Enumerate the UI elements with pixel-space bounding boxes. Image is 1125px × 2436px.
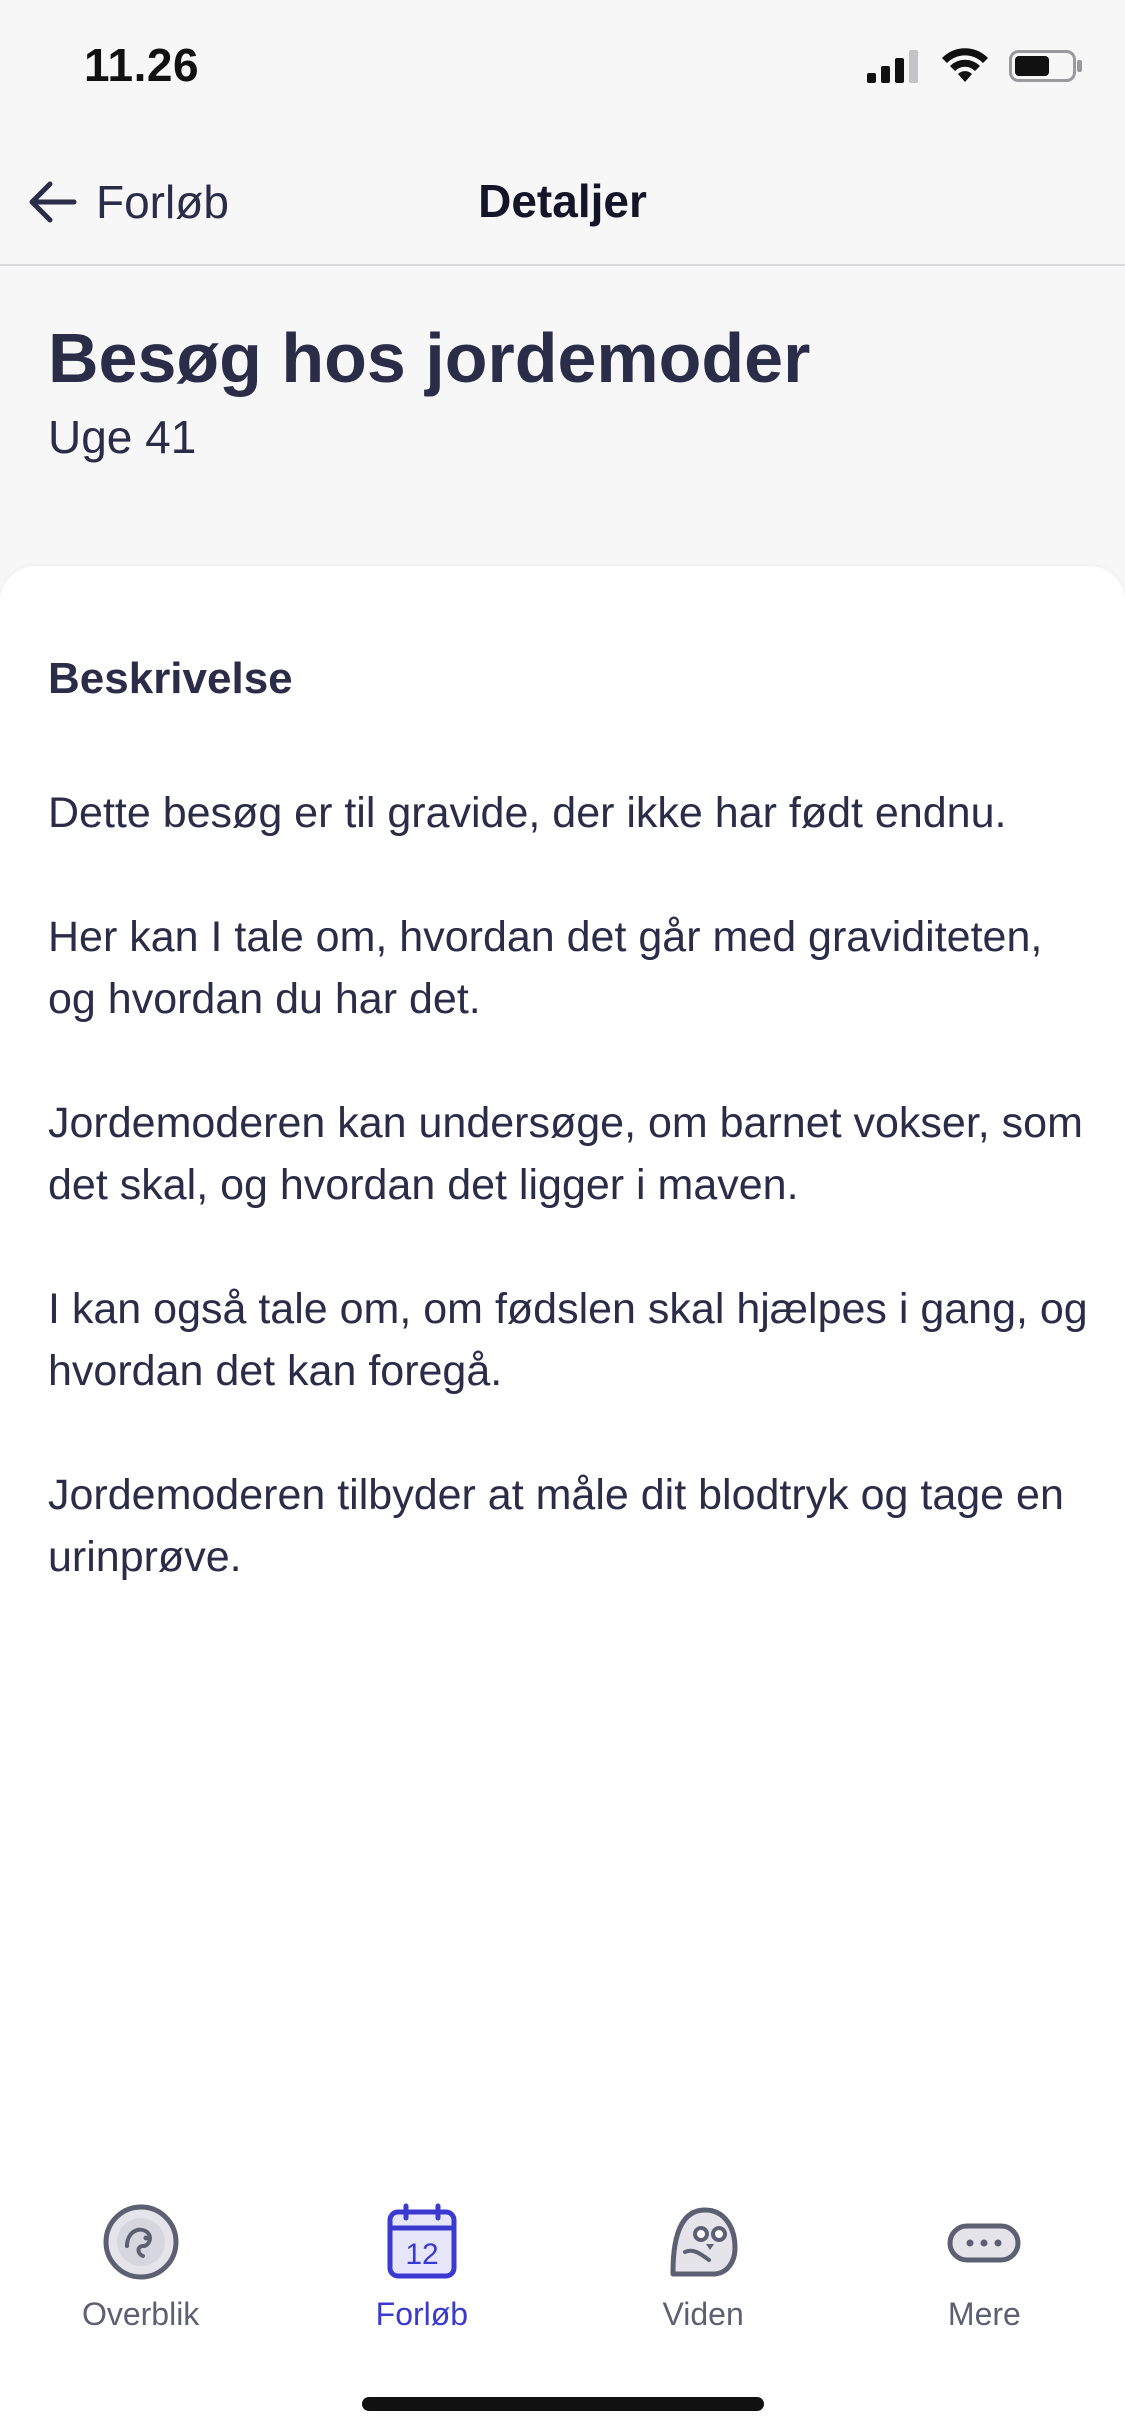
tab-viden[interactable] — [563, 2180, 844, 2350]
back-label: Forløb — [96, 176, 229, 228]
status-icons — [867, 48, 1085, 84]
tab-label: Overblik — [81, 2296, 200, 2332]
tab-label: Viden — [662, 2296, 744, 2332]
page-subtitle: Uge 41 — [48, 411, 197, 463]
home-indicator — [362, 2397, 764, 2411]
description-paragraph: I kan også tale om, om fødslen skal hjælpes i gang, og hvordan det kan foregå. — [48, 1285, 1088, 1395]
baby-overview-icon — [101, 2202, 181, 2282]
description-paragraph: Dette besøg er til gravide, der ikke har født endnu. — [48, 789, 1007, 837]
header-section — [0, 266, 1125, 566]
tab-bar — [0, 2180, 1125, 2350]
cellular-signal-icon — [867, 49, 921, 83]
calendar-icon — [382, 2202, 462, 2282]
status-bar — [0, 0, 1125, 140]
tab-mere[interactable] — [844, 2180, 1125, 2350]
description — [48, 782, 1088, 1650]
tab-label: Mere — [947, 2296, 1021, 2332]
description-paragraph: Her kan I tale om, hvordan det går med graviditeten, og hvordan du har det. — [48, 913, 1043, 1023]
description-paragraph: Jordemoderen kan undersøge, om barnet vokser, som det skal, og hvordan det ligger i maven. — [48, 1099, 1083, 1209]
content-card — [0, 566, 1125, 2436]
status-time: 11.26 — [84, 39, 200, 91]
tab-forlob[interactable] — [281, 2180, 562, 2350]
navigation-bar — [0, 140, 1125, 266]
description-paragraph: Jordemoderen tilbyder at måle dit blodtryk og tage en urinprøve. — [48, 1471, 1064, 1581]
more-dots-icon — [944, 2202, 1024, 2282]
calendar-day-number: 12 — [405, 2238, 439, 2271]
tab-overblik[interactable] — [0, 2180, 281, 2350]
battery-icon — [1009, 48, 1085, 84]
tab-label: Forløb — [375, 2296, 469, 2332]
page-title: Besøg hos jordemoder — [48, 319, 811, 397]
wifi-icon — [941, 48, 989, 84]
owl-book-icon — [663, 2202, 743, 2282]
section-heading: Beskrivelse — [48, 654, 293, 703]
nav-title: Detaljer — [478, 175, 647, 227]
